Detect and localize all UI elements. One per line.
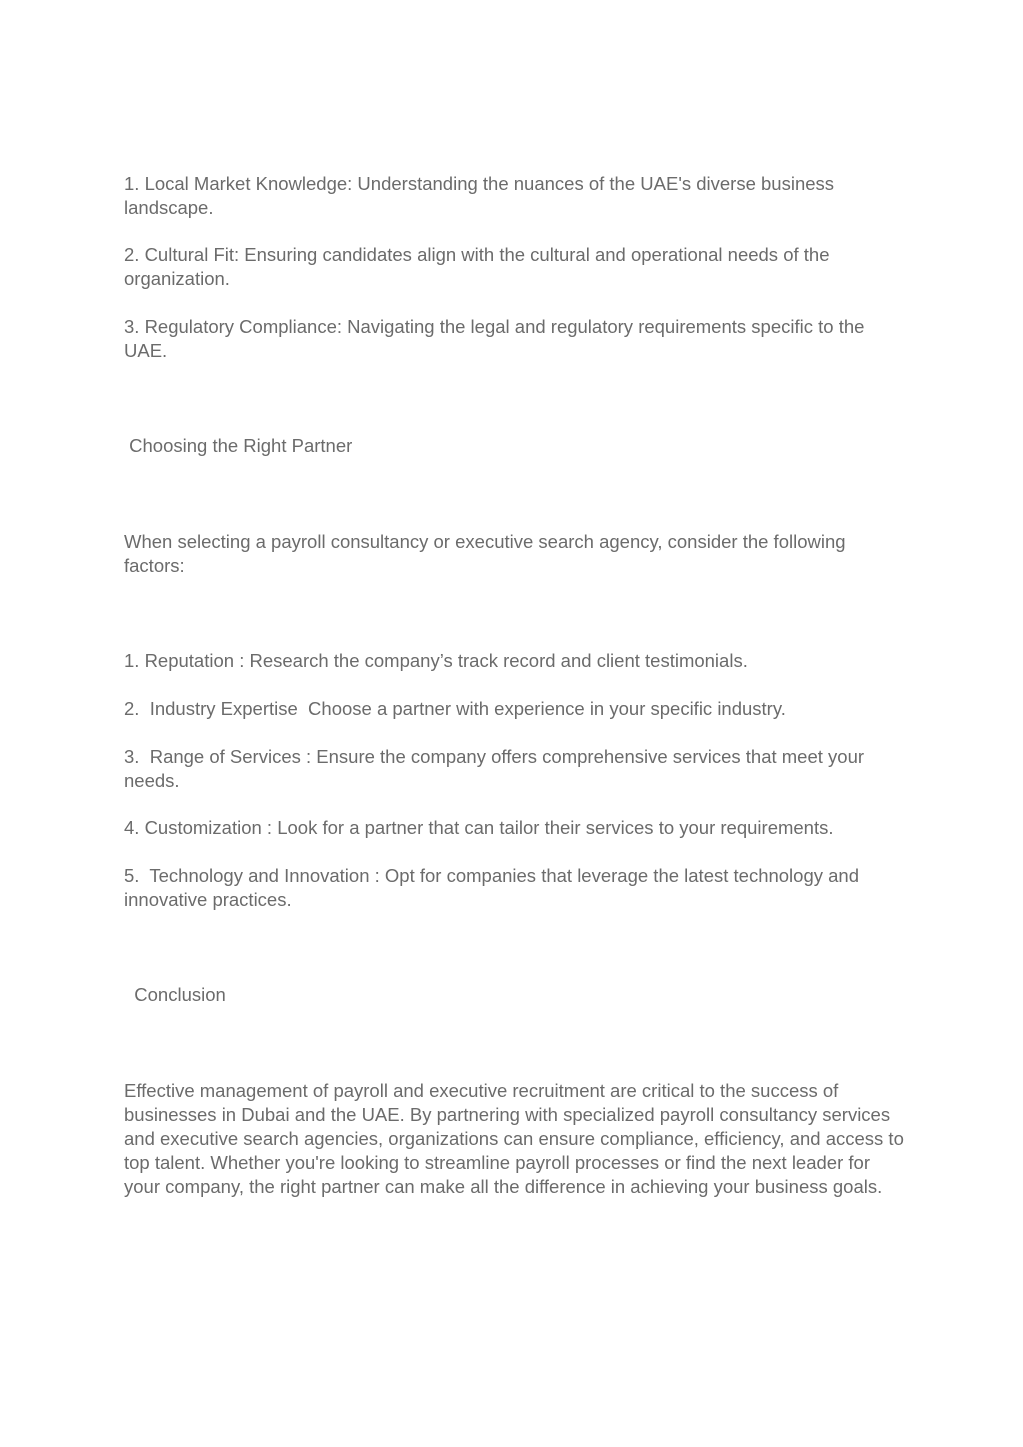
section-intro-paragraph: When selecting a payroll consultancy or executive search agency, consider the following factors: — [124, 531, 851, 576]
section-heading-conclusion: Conclusion — [124, 984, 226, 1005]
conclusion-paragraph: Effective management of payroll and executive recruitment are critical to the success of businesses in Dubai and the UAE. By partnering with specialized payroll consultancy services and executive search agencies, organizations can ensure compliance, efficiency, and access to top talent. Whether you're looking to streamline payroll processes or find the next leader for your company, the right partner can make all the difference in achieving your business goals. — [124, 1080, 909, 1197]
list-item-regulatory-compliance: 3. Regulatory Compliance: Navigating the legal and regulatory requirements specific to the UAE. — [124, 316, 870, 361]
factor-item-technology-innovation: 5. Technology and Innovation : Opt for companies that leverage the latest technology and innovative practices. — [124, 865, 865, 910]
factor-item-industry-expertise: 2. Industry Expertise Choose a partner with experience in your specific industry. — [124, 698, 786, 719]
list-item-local-market-knowledge: 1. Local Market Knowledge: Understanding the nuances of the UAE's diverse business landscape. — [124, 173, 840, 218]
list-item-cultural-fit: 2. Cultural Fit: Ensuring candidates align with the cultural and operational needs of the organization. — [124, 244, 835, 289]
section-heading-choosing-partner: Choosing the Right Partner — [124, 435, 353, 456]
factor-item-range-of-services: 3. Range of Services : Ensure the company offers comprehensive services that meet your needs. — [124, 746, 870, 791]
factor-item-customization: 4. Customization : Look for a partner that can tailor their services to your requirements. — [124, 817, 834, 838]
factor-item-reputation: 1. Reputation : Research the company’s track record and client testimonials. — [124, 650, 748, 671]
